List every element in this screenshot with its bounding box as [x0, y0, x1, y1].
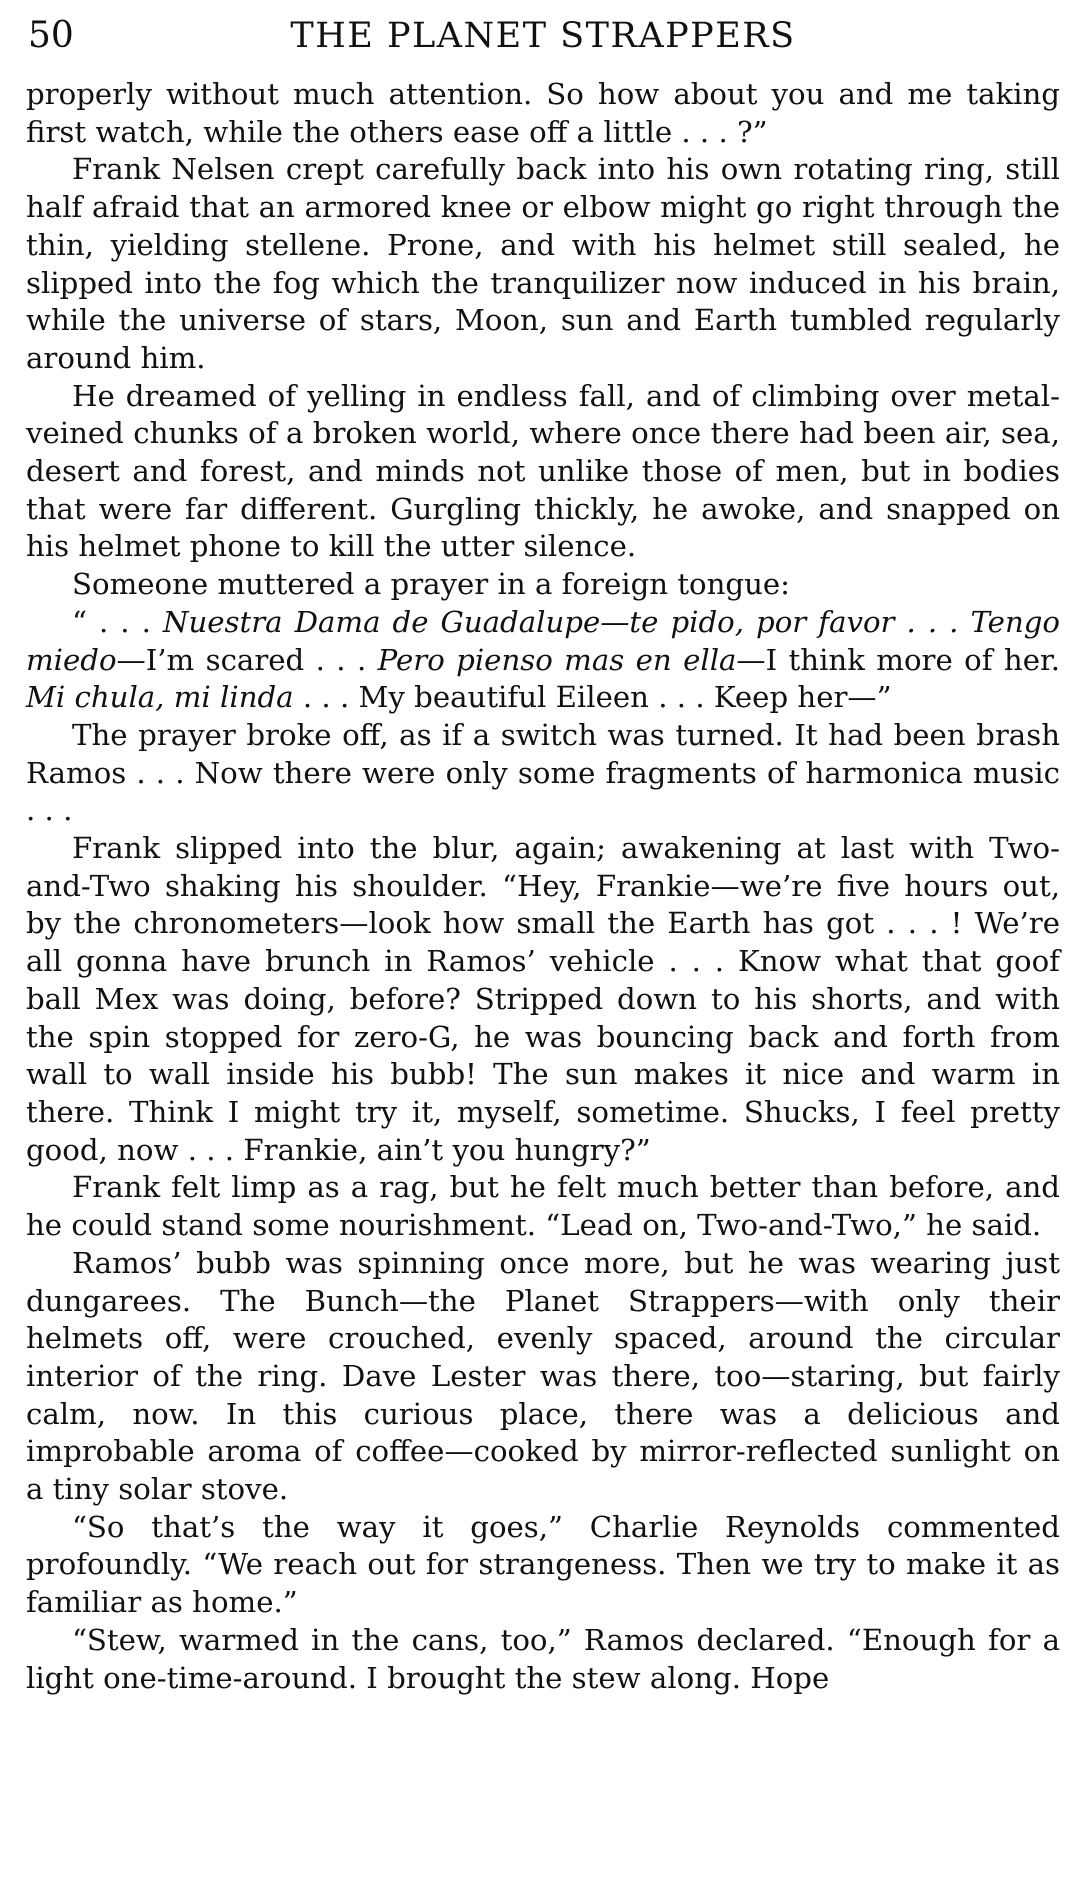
body-text [26, 76, 1060, 1697]
prayer-paragraph [26, 604, 1060, 717]
paragraph-3: He dreamed of yelling in endless fall, and of climbing over metal-veined chunks of a broken world, where once there had been air, sea, desert and forest, and minds not unlike those of men, but in bodies that were far different. Gurgling thickly, he awoke, and snapped on his helmet phone to kill the utter silence. [26, 378, 1060, 564]
paragraph-9: Ramos’ bubb was spinning once more, but he was wearing just dungarees. The Bunch—the Planet Strappers—with only their helmets off, were crouched, evenly spaced, around the circular interior of the ring. Dave Lester was there, too—staring, but fairly calm, now. In this curious place, there was a delicious and improbable aroma of coffee—cooked by mirror-reflected sunlight on a tiny solar stove. [26, 1245, 1060, 1507]
prayer-segment: I’m scared . . . [145, 642, 378, 677]
prayer-spanish-text: Nuestra Dama de Guadalupe—te pido, por favor . . . Tengo miedo— [26, 604, 1060, 677]
paragraph-2: Frank Nelsen crept carefully back into his own rotating ring, still half afraid that an armored knee or elbow might go right through the thin, yielding stellene. Prone, and with his helmet still sealed, he slipped into the fog which the tranquilizer now induced in his brain, while the universe of stars, Moon, sun and Earth tumbled regularly around him. [26, 152, 1060, 375]
paragraph-1: properly without much attention. So how about you and me taking first watch, while the others ease off a little . . . ?” [26, 77, 1060, 149]
paragraph-8: Frank felt limp as a rag, but he felt much better than before, and he could stand some nourishment. “Lead on, Two-and-Two,” he said. [26, 1170, 1060, 1243]
paragraph-10: “So that’s the way it goes,” Charlie Reynolds commented profoundly. “We reach out for strangeness. Then we try to make it as familiar as home.” [26, 1509, 1060, 1620]
prayer-segment: . . . My beautiful Eileen . . . Keep her—” [293, 680, 892, 715]
running-title: THE PLANET STRAPPERS [290, 16, 796, 56]
paragraph-6: The prayer broke off, as if a switch was turned. It had been brash Ramos . . . Now there were only some fragments of harmonica music . . . [26, 717, 1060, 828]
prayer-segment: “ . . . [72, 604, 163, 639]
page-header [28, 14, 1058, 58]
prayer-spanish-text: Mi chula, mi linda [26, 680, 294, 715]
paragraph-11: “Stew, warmed in the cans, too,” Ramos declared. “Enough for a light one-time-around. I brought the stew along. Hope [26, 1622, 1060, 1695]
prayer-segment: I think more of her. [765, 642, 1060, 677]
paragraph-7: Frank slipped into the blur, again; awakening at last with Two-and-Two shaking his shoulder. “Hey, Frankie—we’re five hours out, by the chronometers—look how small the Earth has got . . . ! We’re all gonna have brunch in Ramos’ vehicle . . . Know what that goof ball Mex was doing, before? Stripped down to his shorts, and with the spin stopped for zero-G, he was bouncing back and forth from wall to wall inside his bubb! The sun makes it nice and warm in there. Think I might try it, myself, sometime. Shucks, I feel pretty good, now . . . Frankie, ain’t you hungry?” [26, 831, 1060, 1167]
prayer-spanish-text: Pero pienso mas en ella— [377, 642, 766, 677]
paragraph-4: Someone muttered a prayer in a foreign tongue: [72, 567, 791, 602]
page-number: 50 [28, 15, 74, 56]
